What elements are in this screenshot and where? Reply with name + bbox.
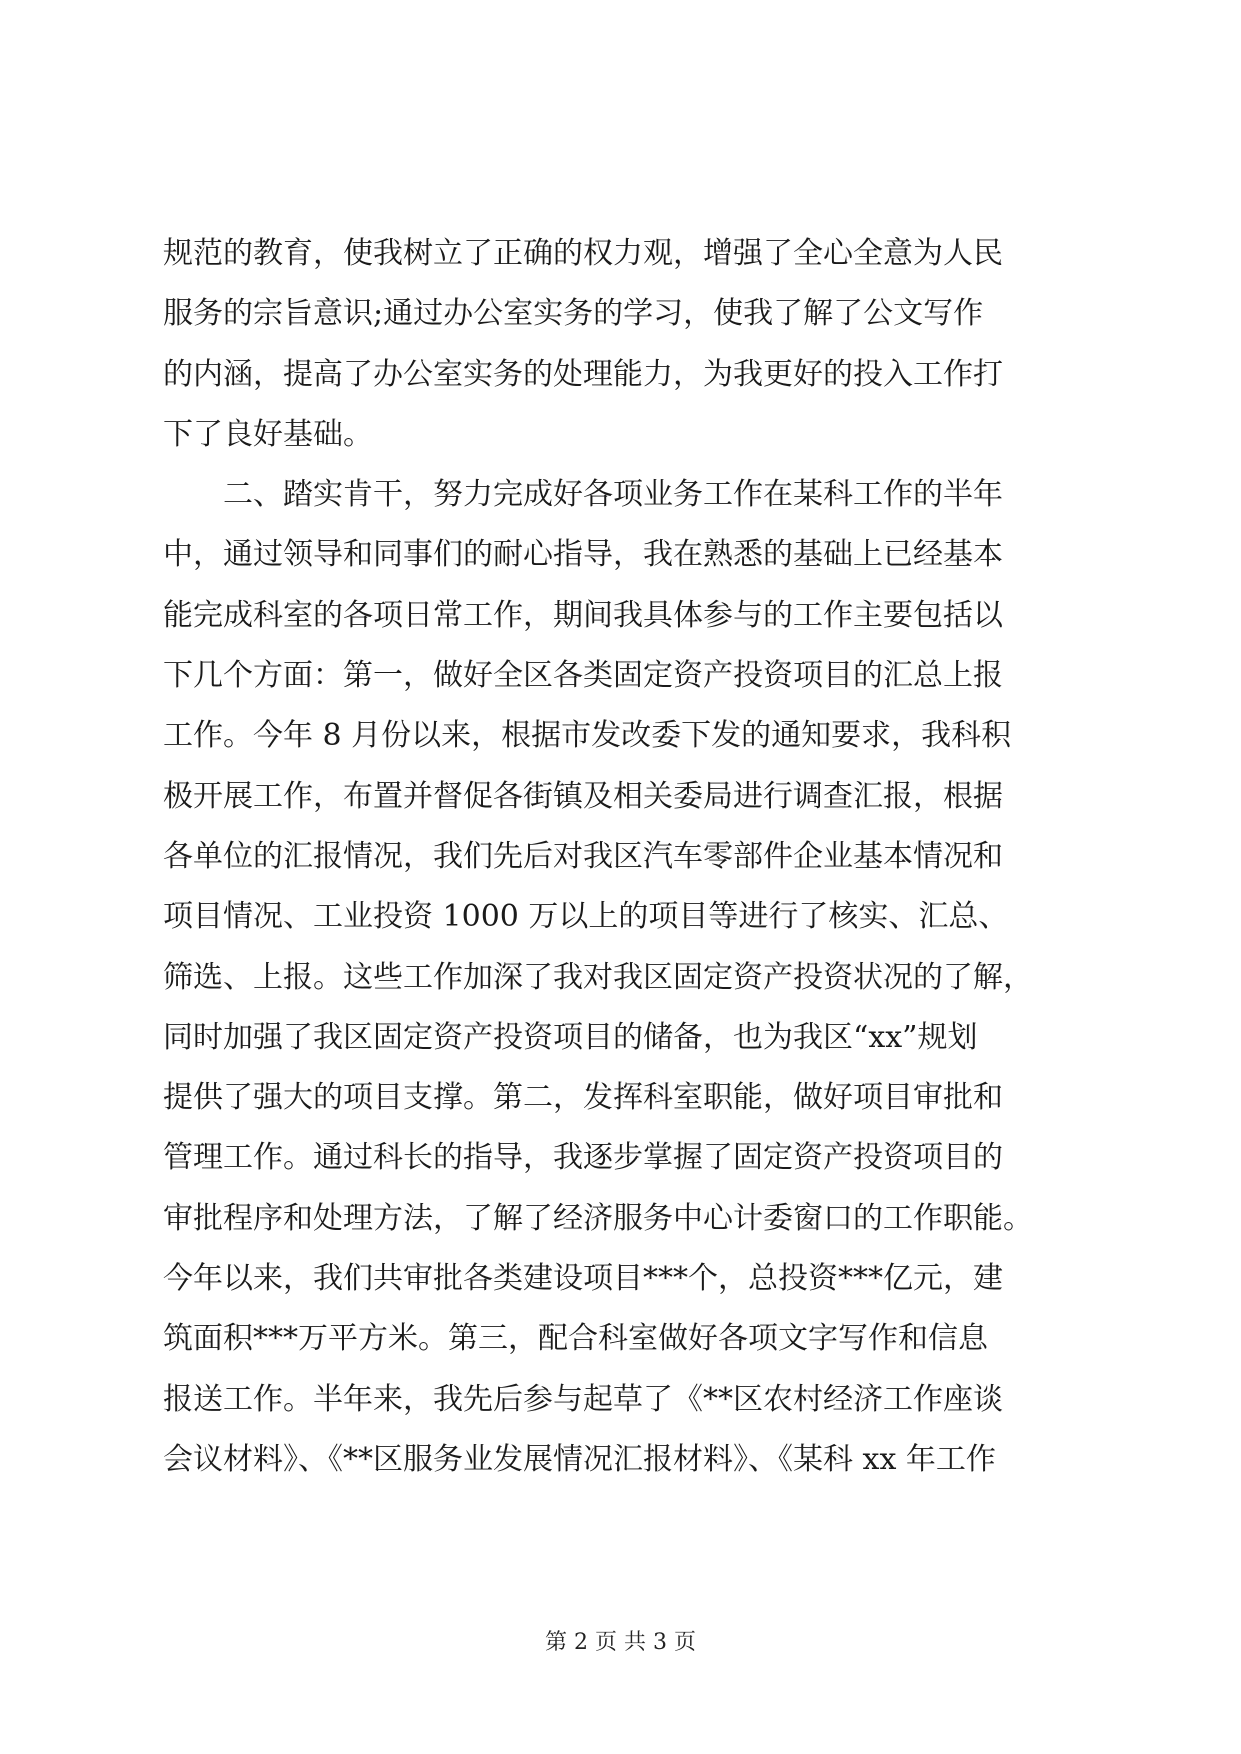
text-line: 工作。今年 8 月份以来，根据市发改委下发的通知要求，我科积 xyxy=(163,718,1012,754)
text-line: 规范的教育，使我树立了正确的权力观，增强了全心全意为人民 xyxy=(163,236,1003,271)
text-line: 提供了强大的项目支撑。第二，发挥科室职能，做好项目审批和 xyxy=(163,1080,1003,1116)
text-line: 管理工作。通过科长的指导，我逐步掌握了固定资产投资项目的 xyxy=(163,1140,1003,1176)
text-line: 下了良好基础。 xyxy=(163,416,373,452)
text-line: 二、踏实肯干，努力完成好各项业务工作在某科工作的半年 xyxy=(163,477,1003,513)
text-line: 今年以来，我们共审批各类建设项目***个，总投资***亿元，建 xyxy=(163,1261,1003,1297)
text-line: 能完成科室的各项日常工作，期间我具体参与的工作主要包括以 xyxy=(163,597,1003,633)
text-line: 筑面积***万平方米。第三，配合科室做好各项文字写作和信息 xyxy=(163,1321,988,1357)
text-line: 同时加强了我区固定资产投资项目的储备，也为我区“xx”规划 xyxy=(163,1019,978,1055)
document-body xyxy=(163,224,1093,1490)
text-line: 审批程序和处理方法，了解了经济服务中心计委窗口的工作职能。 xyxy=(163,1200,1033,1236)
text-line: 极开展工作，布置并督促各街镇及相关委局进行调查汇报，根据 xyxy=(163,778,1003,814)
page-number-footer: 第 2 页 共 3 页 xyxy=(545,1630,696,1655)
text-line: 项目情况、工业投资 1000 万以上的项目等进行了核实、汇总、 xyxy=(163,899,1009,935)
text-line: 下几个方面：第一，做好全区各类固定资产投资项目的汇总上报 xyxy=(163,658,1003,694)
text-line: 会议材料》、《**区服务业发展情况汇报材料》、《某科 xx 年工作 xyxy=(163,1441,996,1477)
text-line: 各单位的汇报情况，我们先后对我区汽车零部件企业基本情况和 xyxy=(163,838,1003,874)
text-line: 报送工作。半年来，我先后参与起草了《**区农村经济工作座谈 xyxy=(163,1381,1003,1417)
text-line: 中，通过领导和同事们的耐心指导，我在熟悉的基础上已经基本 xyxy=(163,537,1003,573)
text-line: 的内涵，提高了办公室实务的处理能力，为我更好的投入工作打 xyxy=(163,356,1003,392)
text-line: 服务的宗旨意识;通过办公室实务的学习，使我了解了公文写作 xyxy=(163,296,984,332)
text-line: 筛选、上报。这些工作加深了我对我区固定资产投资状况的了解， xyxy=(163,959,1033,995)
